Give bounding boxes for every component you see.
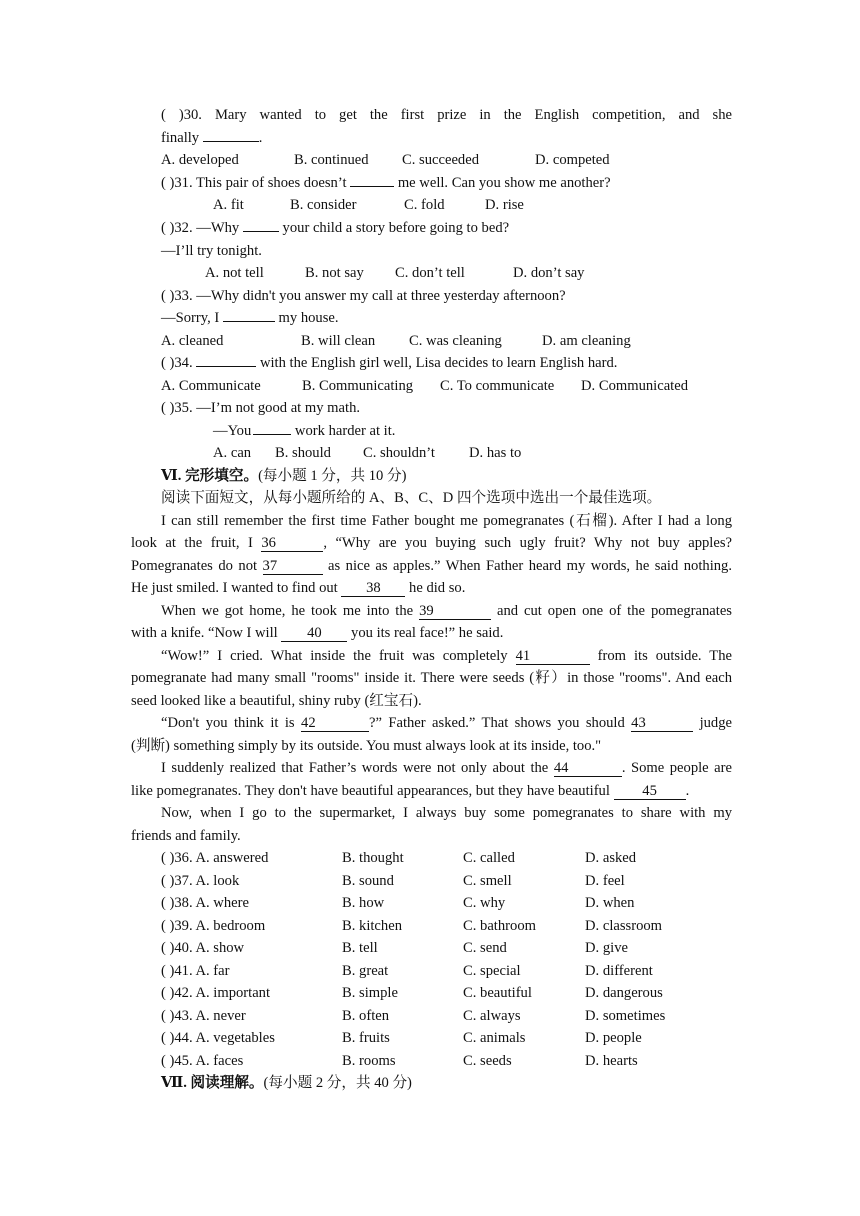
option-a: A. fit bbox=[213, 197, 244, 213]
answer-blank bbox=[196, 366, 256, 367]
option-c: C. succeeded bbox=[402, 152, 479, 168]
cloze-option-b: B. great bbox=[342, 963, 389, 979]
cloze-option-d: D. sometimes bbox=[585, 1008, 666, 1024]
passage-p4-line2: (判断) something simply by its outside. You must always look at its inside, too." bbox=[131, 738, 602, 754]
section6-heading: Ⅵ. 完形填空。(每小题 1 分，共 10 分) bbox=[161, 468, 407, 484]
passage-p3-line1: “Wow!” I cried. What inside the fruit was completely 41 from its outside. The bbox=[161, 648, 732, 664]
option-b: B. continued bbox=[294, 152, 369, 168]
answer-blank bbox=[203, 141, 259, 142]
cloze-option-c: C. animals bbox=[463, 1030, 526, 1046]
cloze-option-c: C. beautiful bbox=[463, 985, 532, 1001]
cloze-blank-39: 39 bbox=[419, 603, 491, 620]
cloze-option-a: ( )42. A. important bbox=[161, 985, 271, 1001]
cloze-option-d: D. people bbox=[585, 1030, 642, 1046]
cloze-option-a: ( )38. A. where bbox=[161, 895, 249, 911]
option-b: B. will clean bbox=[301, 333, 376, 349]
cloze-option-a: ( )40. A. show bbox=[161, 940, 245, 956]
answer-blank bbox=[243, 231, 279, 232]
cloze-blank-43: 43 bbox=[631, 715, 693, 732]
cloze-option-d: D. dangerous bbox=[585, 985, 663, 1001]
passage-p1-line4: He just smiled. I wanted to find out 38 he did so. bbox=[131, 580, 466, 596]
passage-p6-line2: friends and family. bbox=[131, 828, 241, 844]
q34-stem: ( )34. with the English girl well, Lisa decides to learn English hard. bbox=[161, 355, 618, 371]
option-a: A. Communicate bbox=[161, 378, 261, 394]
q32-stem: ( )32. —Why your child a story before going to bed? bbox=[161, 220, 510, 236]
cloze-option-d: D. when bbox=[585, 895, 635, 911]
cloze-option-b: B. sound bbox=[342, 873, 394, 889]
cloze-blank-42: 42 bbox=[301, 715, 369, 732]
option-d: D. rise bbox=[485, 197, 524, 213]
option-b: B. consider bbox=[290, 197, 357, 213]
cloze-option-a: ( )43. A. never bbox=[161, 1008, 246, 1024]
q35-reply: —You work harder at it. bbox=[213, 423, 396, 439]
cloze-option-a: ( )41. A. far bbox=[161, 963, 230, 979]
cloze-option-c: C. special bbox=[463, 963, 521, 979]
q33-reply: —Sorry, I my house. bbox=[161, 310, 339, 326]
passage-p3-line3: seed looked like a beautiful, shiny ruby (红宝石). bbox=[131, 693, 422, 709]
cloze-blank-44: 44 bbox=[554, 760, 622, 777]
cloze-blank-41: 41 bbox=[516, 648, 590, 665]
option-d: D. Communicated bbox=[581, 378, 689, 394]
cloze-blank-37: 37 bbox=[263, 558, 323, 575]
option-d: D. don’t say bbox=[513, 265, 585, 281]
cloze-option-b: B. often bbox=[342, 1008, 390, 1024]
cloze-option-d: D. asked bbox=[585, 850, 637, 866]
option-c: C. fold bbox=[404, 197, 445, 213]
cloze-option-c: C. smell bbox=[463, 873, 512, 889]
cloze-option-b: B. how bbox=[342, 895, 385, 911]
cloze-option-d: D. different bbox=[585, 963, 653, 979]
passage-p1-line3: Pomegranates do not 37 as nice as apples.” When Father heard my words, he said nothing. bbox=[131, 558, 732, 574]
passage-p6-line1: Now, when I go to the supermarket, I always buy some pomegranates to share with my bbox=[161, 805, 732, 821]
passage-p2-line1: When we got home, he took me into the 39 and cut open one of the pomegranates bbox=[161, 603, 732, 619]
cloze-option-c: C. bathroom bbox=[463, 918, 536, 934]
section6-instruction: 阅读下面短文，从每小题所给的 A、B、C、D 四个选项中选出一个最佳选项。 bbox=[161, 490, 662, 506]
option-c: C. was cleaning bbox=[409, 333, 502, 349]
passage-p2-line2: with a knife. “Now I will 40 you its real face!” he said. bbox=[131, 625, 504, 641]
passage-p4-line1: “Don't you think it is 42 ?” Father asked.” That shows you should 43 judge bbox=[161, 715, 733, 731]
option-b: B. should bbox=[275, 445, 331, 461]
cloze-option-b: B. thought bbox=[342, 850, 404, 866]
cloze-option-d: D. give bbox=[585, 940, 628, 956]
option-a: A. developed bbox=[161, 152, 239, 168]
option-a: A. cleaned bbox=[161, 333, 224, 349]
cloze-blank-38: 38 bbox=[341, 580, 405, 597]
q35-stem: ( )35. —I’m not good at my math. bbox=[161, 400, 361, 416]
option-b: B. Communicating bbox=[302, 378, 414, 394]
cloze-option-b: B. simple bbox=[342, 985, 398, 1001]
option-d: D. am cleaning bbox=[542, 333, 631, 349]
cloze-option-b: B. rooms bbox=[342, 1053, 396, 1069]
cloze-blank-40: 40 bbox=[281, 625, 347, 642]
cloze-option-c: C. why bbox=[463, 895, 506, 911]
option-a: A. not tell bbox=[205, 265, 264, 281]
q30-stem: ( )30. Mary wanted to get the first prize in the English competition, and she bbox=[161, 107, 732, 123]
passage-p5-line1: I suddenly realized that Father’s words were not only about the 44 . Some people are bbox=[161, 760, 732, 776]
passage-p1-line2: look at the fruit, I 36 , “Why are you buying such ugly fruit? Why not buy apples? bbox=[131, 535, 732, 551]
cloze-blank-45: 45 bbox=[614, 783, 686, 800]
cloze-option-a: ( )37. A. look bbox=[161, 873, 240, 889]
option-c: C. shouldn’t bbox=[363, 445, 435, 461]
answer-blank bbox=[253, 434, 291, 435]
answer-blank bbox=[223, 321, 275, 322]
option-a: A. can bbox=[213, 445, 252, 461]
option-b: B. not say bbox=[305, 265, 364, 281]
cloze-option-a: ( )36. A. answered bbox=[161, 850, 269, 866]
cloze-option-b: B. fruits bbox=[342, 1030, 390, 1046]
q31-stem: ( )31. This pair of shoes doesn’t me well. Can you show me another? bbox=[161, 175, 611, 191]
cloze-option-a: ( )39. A. bedroom bbox=[161, 918, 266, 934]
cloze-option-a: ( )44. A. vegetables bbox=[161, 1030, 275, 1046]
answer-blank bbox=[350, 186, 394, 187]
option-d: D. has to bbox=[469, 445, 522, 461]
cloze-option-c: C. seeds bbox=[463, 1053, 512, 1069]
cloze-option-b: B. tell bbox=[342, 940, 378, 956]
option-c: C. don’t tell bbox=[395, 265, 465, 281]
cloze-blank-36: 36 bbox=[261, 535, 323, 552]
option-c: C. To communicate bbox=[440, 378, 555, 394]
passage-p1-line1: I can still remember the first time Father bought me pomegranates (石榴). After I had a long bbox=[161, 513, 732, 529]
q30-stem-cont: finally . bbox=[161, 130, 263, 146]
q32-reply: —I’ll try tonight. bbox=[161, 243, 262, 259]
passage-p3-line2: pomegranate had many small "rooms" inside it. There were seeds (籽）in those "rooms". And each bbox=[131, 670, 732, 686]
passage-p5-line2: like pomegranates. They don't have beautiful appearances, but they have beautiful 45 . bbox=[131, 783, 690, 799]
cloze-option-c: C. always bbox=[463, 1008, 521, 1024]
section7-heading: Ⅶ. 阅读理解。(每小题 2 分，共 40 分) bbox=[161, 1075, 412, 1091]
cloze-option-c: C. called bbox=[463, 850, 515, 866]
cloze-option-c: C. send bbox=[463, 940, 507, 956]
cloze-option-d: D. classroom bbox=[585, 918, 663, 934]
cloze-option-a: ( )45. A. faces bbox=[161, 1053, 244, 1069]
option-d: D. competed bbox=[535, 152, 610, 168]
cloze-option-d: D. hearts bbox=[585, 1053, 638, 1069]
cloze-option-b: B. kitchen bbox=[342, 918, 402, 934]
cloze-option-d: D. feel bbox=[585, 873, 625, 889]
q33-stem: ( )33. —Why didn't you answer my call at three yesterday afternoon? bbox=[161, 288, 566, 304]
